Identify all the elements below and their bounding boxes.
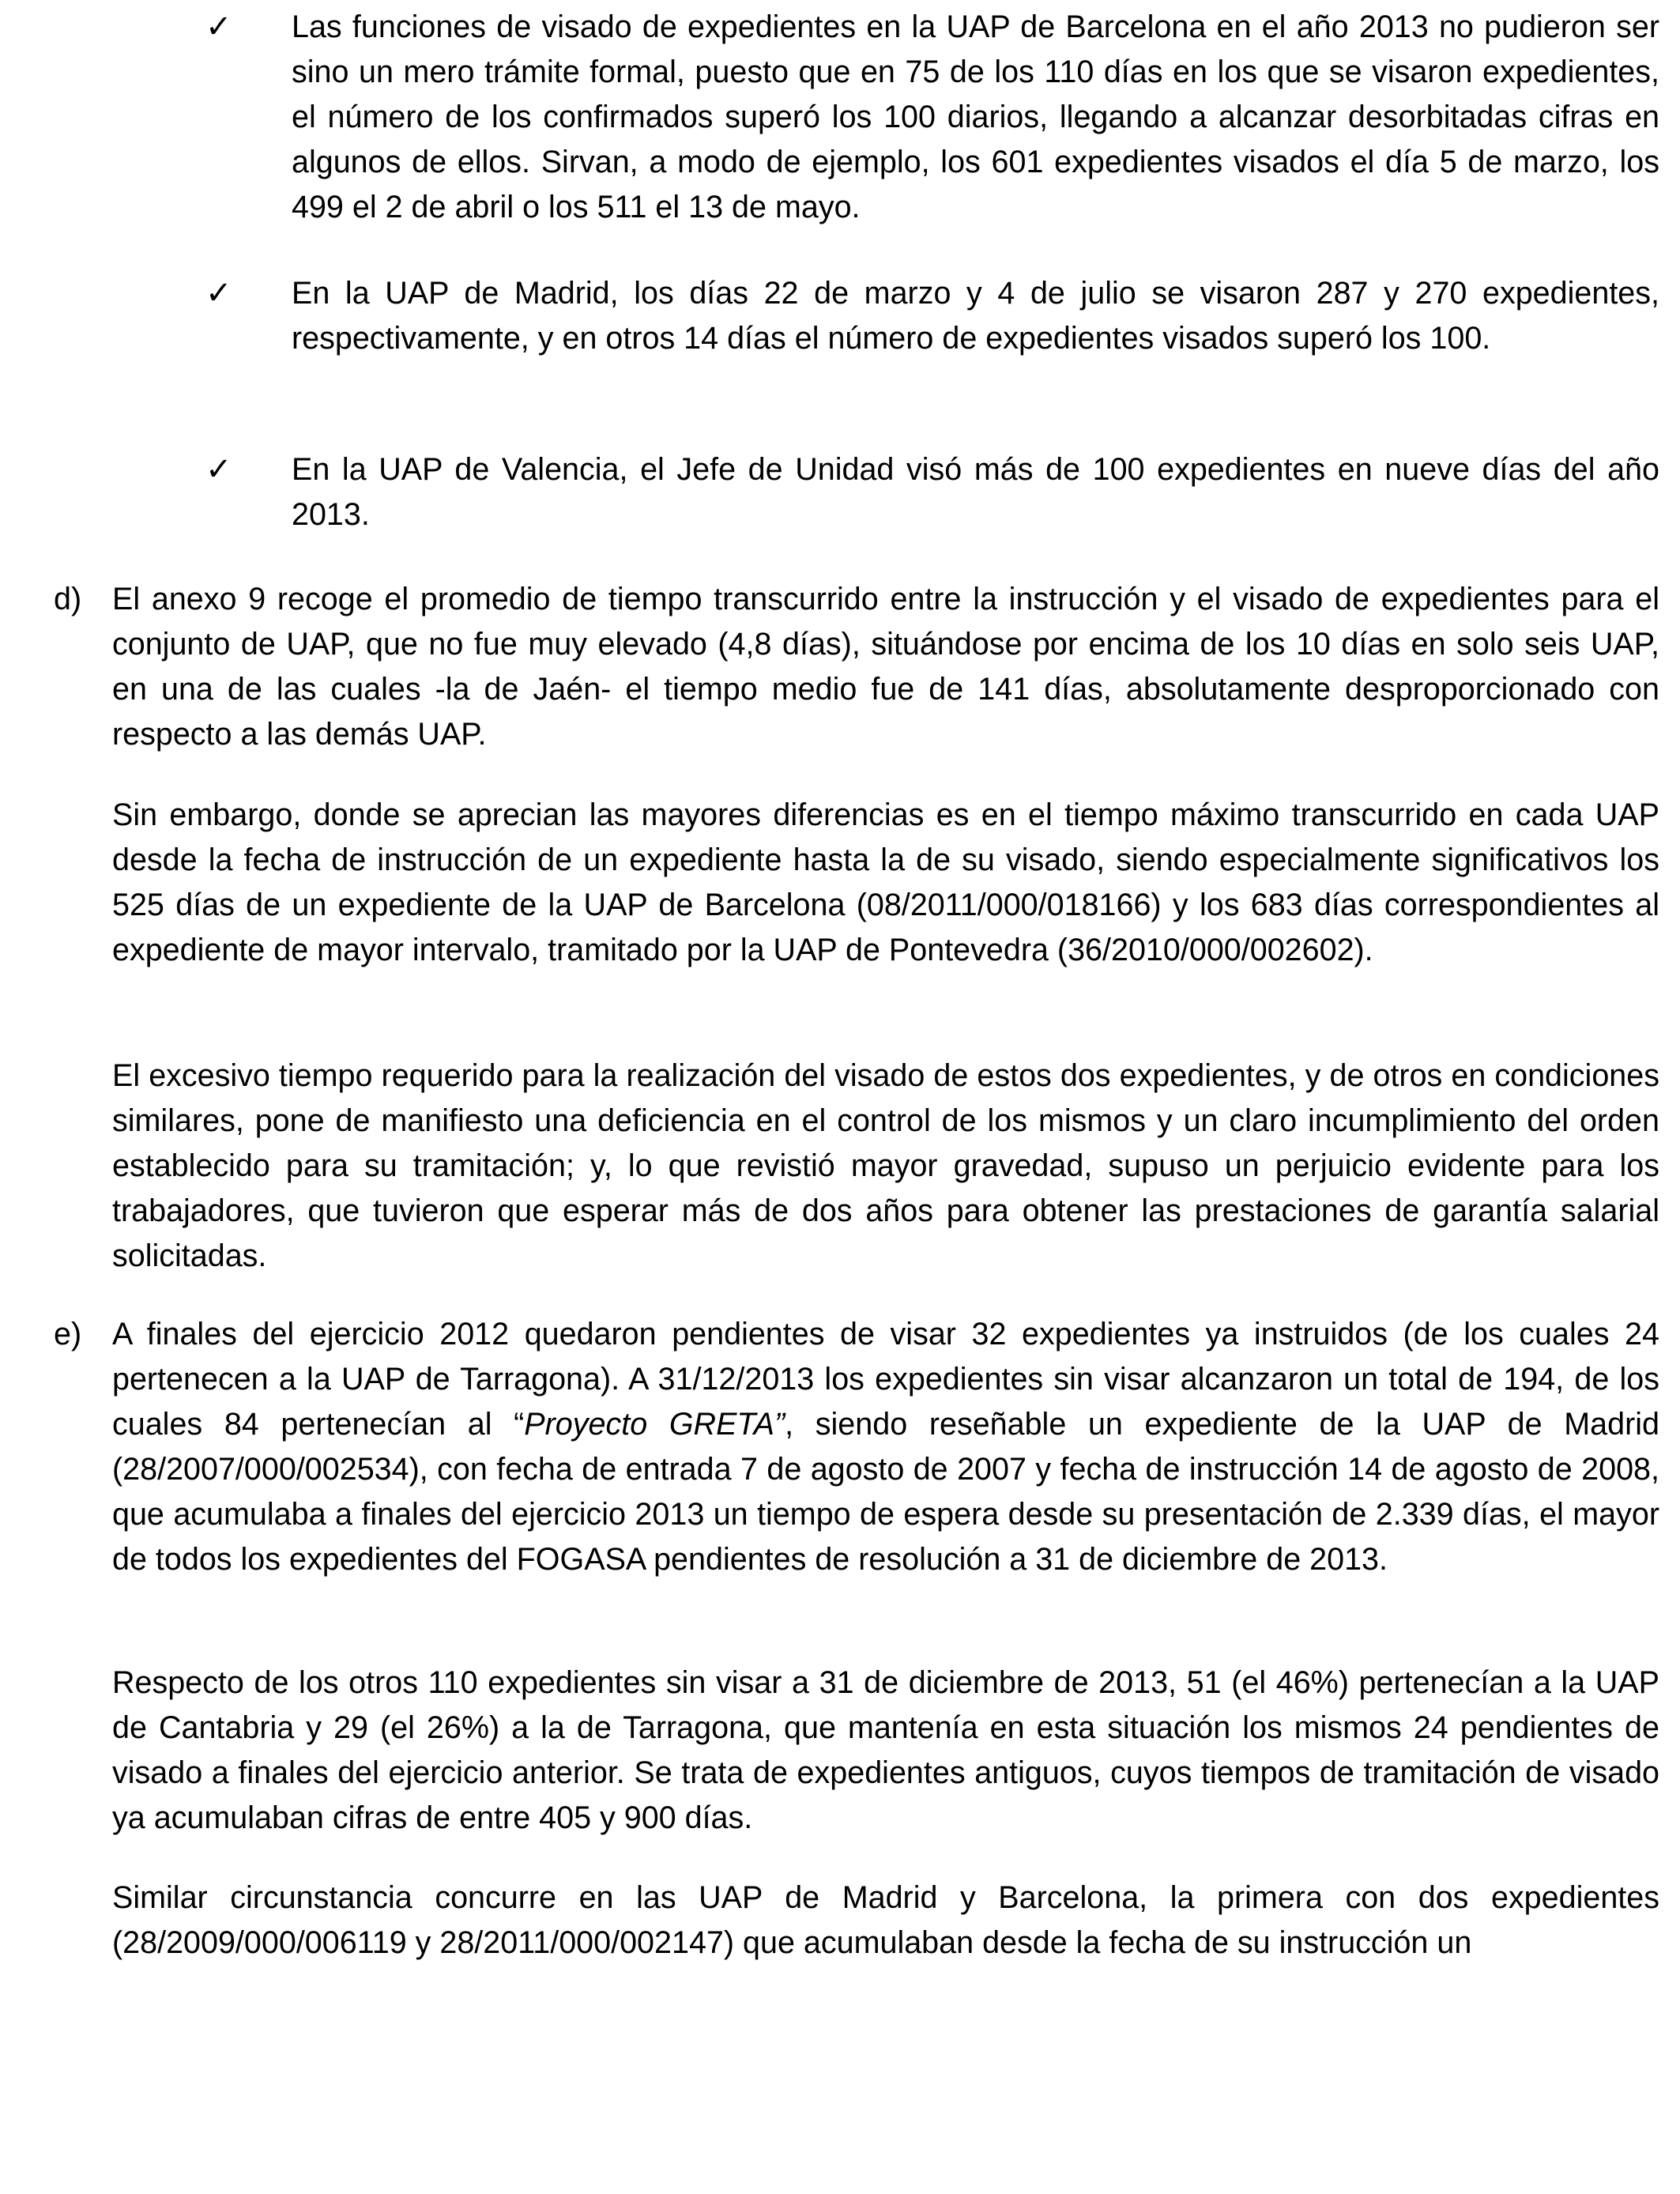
- bullet-paragraph-barcelona: Las funciones de visado de expedientes en la UAP de Barcelona en el año 2013 no pudieron ser sino un mero trámite formal, puesto que en 75 de los 110 días en los que se visaron expedientes, el número de los confirmados superó los 100 diarios, llegando a alcanzar desorbitadas cifras en algunos de ellos. Sirvan, a modo de ejemplo, los 601 expedientes visados el día 5 de marzo, los 499 el 2 de abril o los 511 el 13 de mayo.: [292, 9, 1659, 224]
- bullet-paragraph-valencia: En la UAP de Valencia, el Jefe de Unidad visó más de 100 expedientes en nueve días del año 2013.: [292, 452, 1659, 532]
- checkmark-icon: ✓: [205, 451, 232, 488]
- item-e-p1-text-end: , siendo reseñable un expediente de la UAP de Madrid (28/2007/000/002534), con fecha de entrada 7 de agosto de 2007 y fecha de instrucción 14 de agosto de 2008, que acumulaba a finales del ejercicio 2013 un tiempo de espera desde su presentación de 2.339 días, el mayor de todos los expedientes del FOGASA pendientes de resolución a 31 de diciembre de 2013.: [112, 1407, 1659, 1577]
- bullet-paragraph-madrid: En la UAP de Madrid, los días 22 de marzo y 4 de julio se visaron 287 y 270 expedientes, respectivamente, y en otros 14 días el número de expedientes visados superó los 100.: [292, 276, 1659, 356]
- item-d-paragraph-1: El anexo 9 recoge el promedio de tiempo transcurrido entre la instrucción y el visado de expedientes para el conjunto de UAP, que no fue muy elevado (4,8 días), situándose por encima de los 10 días en solo seis UAP, en una de las cuales -la de Jaén- el tiempo medio fue de 141 días, absolutamente desproporcionado con respecto a las demás UAP.: [112, 582, 1659, 752]
- checkmark-icon: ✓: [205, 9, 232, 45]
- item-e-paragraph-1: [112, 1312, 1659, 1582]
- item-e-marker: e): [54, 1317, 82, 1351]
- item-d-paragraph-3: El excesivo tiempo requerido para la realización del visado de estos dos expedientes, y de otros en condiciones similares, pone de manifiesto una deficiencia en el control de los mismos y un claro incumplimiento del orden establecido para su tramitación; y, lo que revistió mayor gravedad, supuso un perjuicio evidente para los trabajadores, que tuvieron que esperar más de dos años para obtener las prestaciones de garantía salarial solicitadas.: [112, 1058, 1659, 1273]
- item-e-p1-text-start: A finales del ejercicio 2012 quedaron pendientes de visar 32 expedientes ya instruidos (de los cuales 24 pertenecen a la UAP de Tarragona). A 31/12/2013 los expedientes sin visar alcanzaron un total de 194, de los cuales 84 pertenecían al “: [112, 1317, 1659, 1442]
- proyecto-greta-italic: Proyecto GRETA”: [524, 1407, 785, 1442]
- item-e-paragraph-3: Similar circunstancia concurre en las UAP de Madrid y Barcelona, la primera con dos expedientes (28/2009/000/006119 y 28/2011/000/002147) que acumulaban desde la fecha de su instrucción un: [112, 1880, 1659, 1960]
- item-d-paragraph-2: Sin embargo, donde se aprecian las mayores diferencias es en el tiempo máximo transcurrido en cada UAP desde la fecha de instrucción de un expediente hasta la de su visado, siendo especialmente significativos los 525 días de un expediente de la UAP de Barcelona (08/2011/000/018166) y los 683 días correspondientes al expediente de mayor intervalo, tramitado por la UAP de Pontevedra (36/2010/000/002602).: [112, 797, 1659, 967]
- item-e-paragraph-2: Respecto de los otros 110 expedientes sin visar a 31 de diciembre de 2013, 51 (el 46%) pertenecían a la UAP de Cantabria y 29 (el 26%) a la de Tarragona, que mantenía en esta situación los mismos 24 pendientes de visado a finales del ejercicio anterior. Se trata de expedientes antiguos, cuyos tiempos de tramitación de visado ya acumulaban cifras de entre 405 y 900 días.: [112, 1665, 1659, 1835]
- item-d-marker: d): [54, 582, 82, 616]
- checkmark-icon: ✓: [205, 275, 232, 311]
